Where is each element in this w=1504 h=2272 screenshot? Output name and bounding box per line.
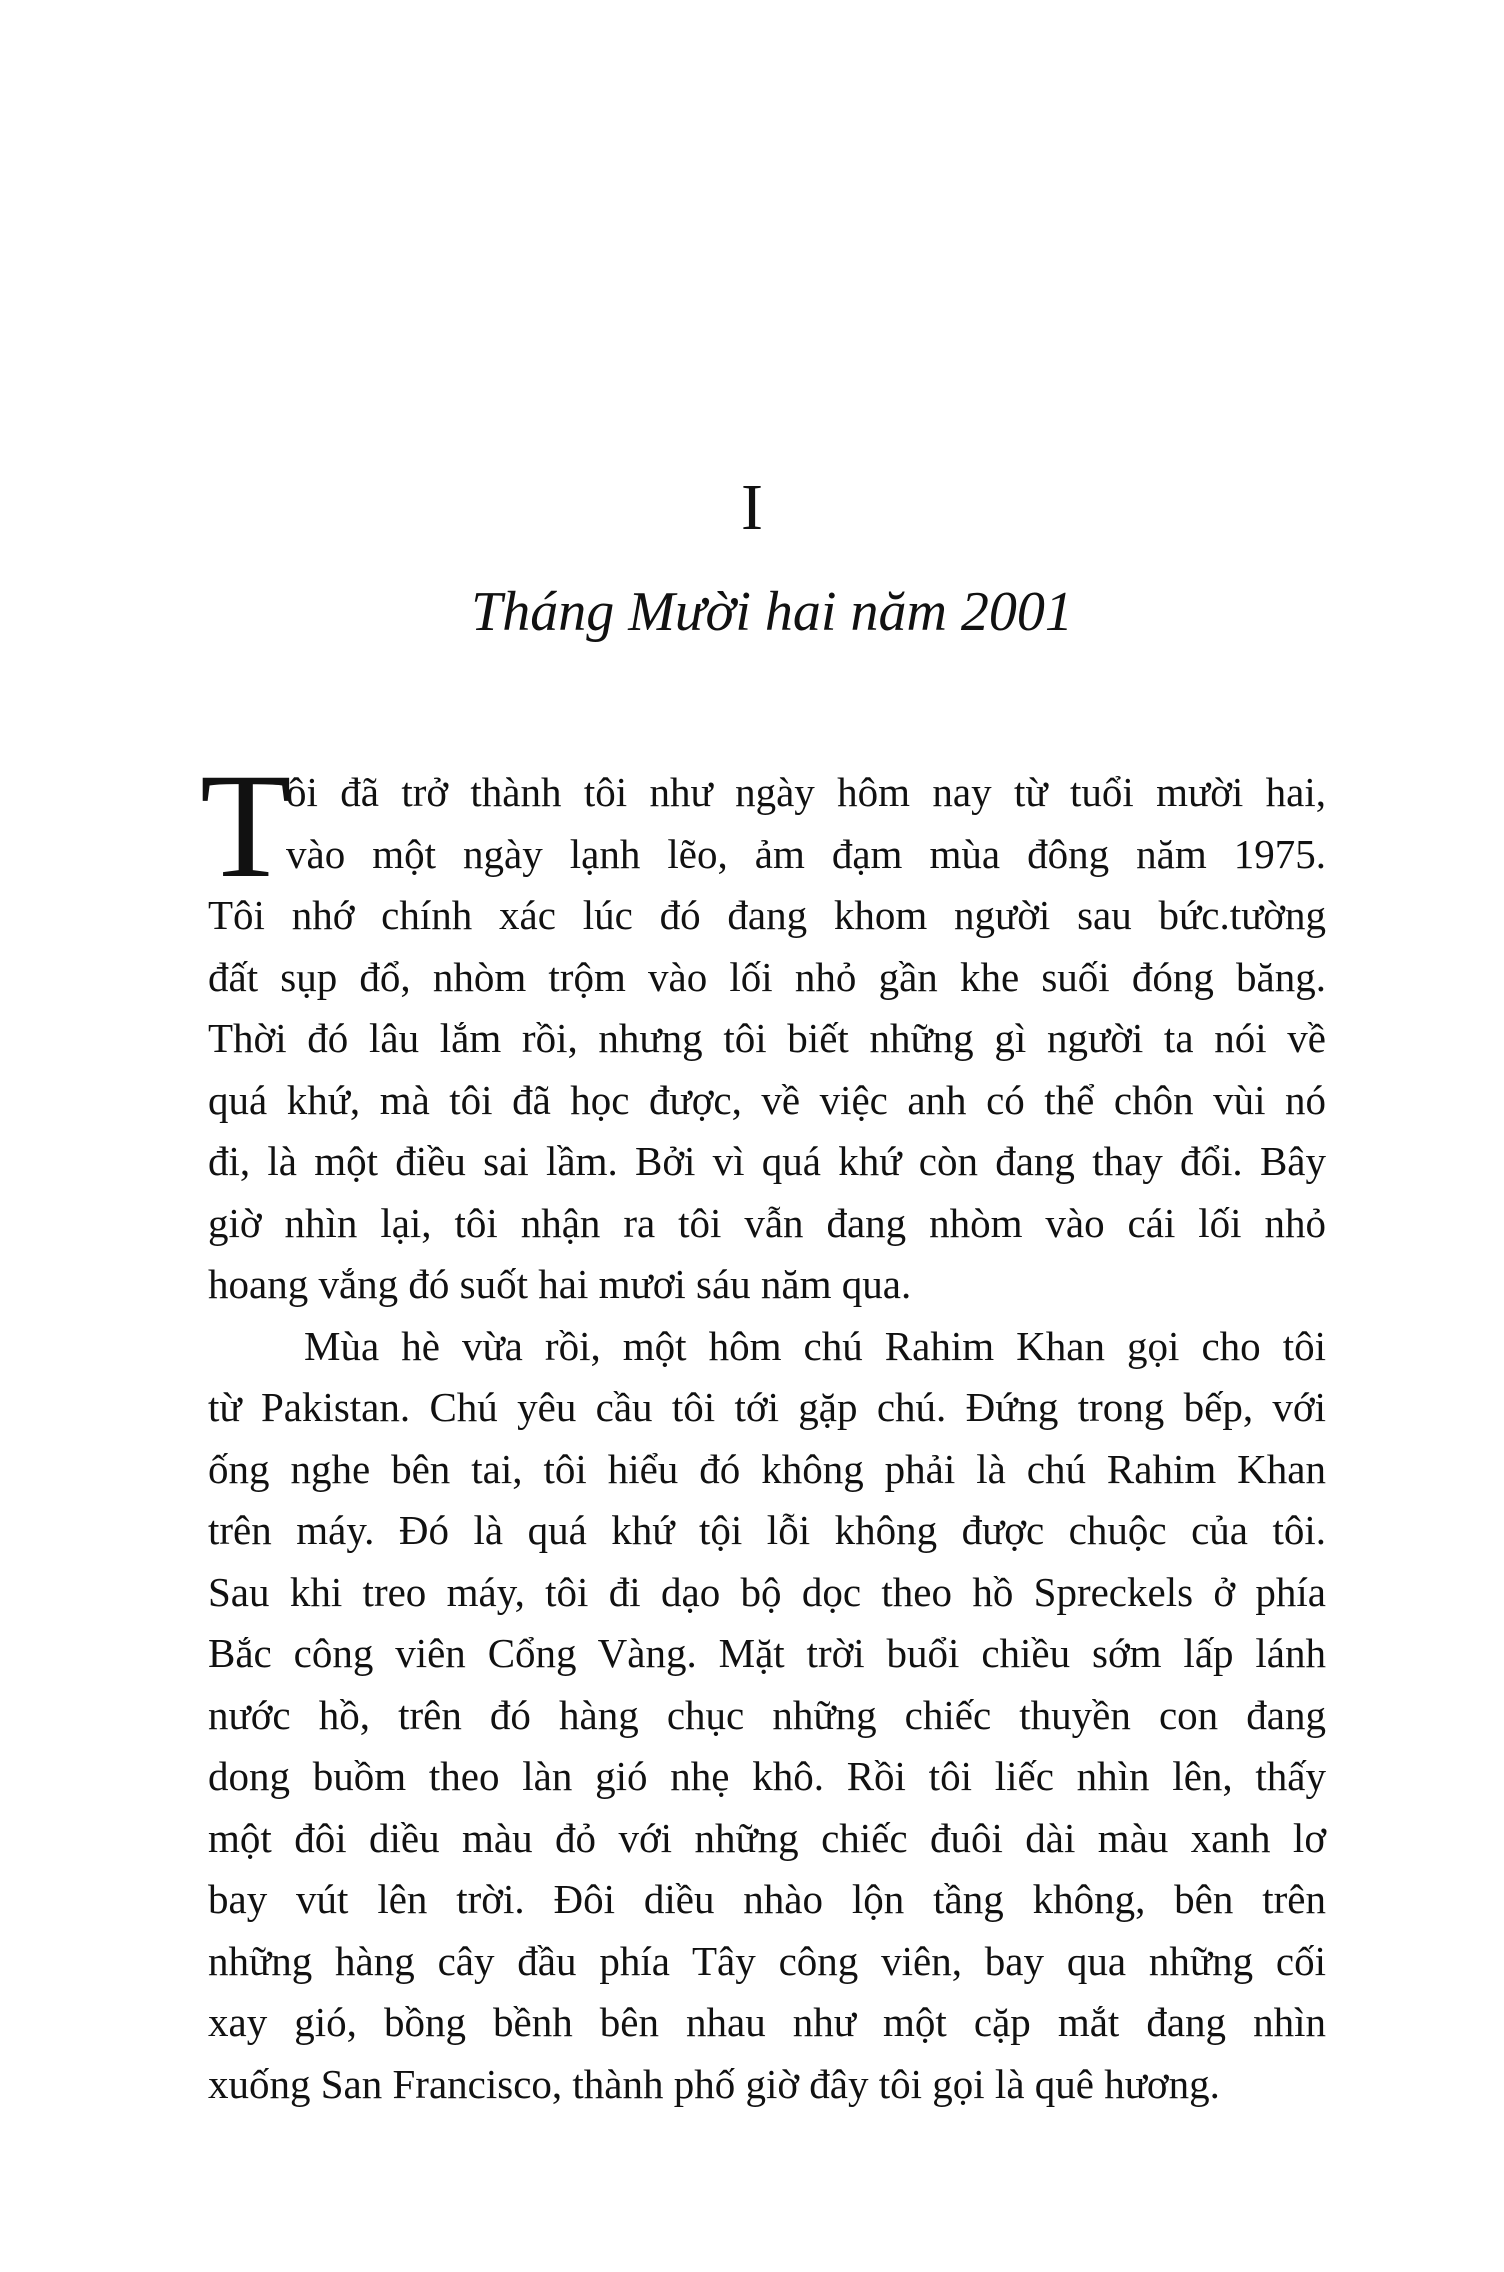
text-line — [208, 1562, 1326, 1624]
text-line-content: Sau khi treo máy, tôi đi dạo bộ dọc theo hồ Spreckels ở phía — [208, 1568, 1326, 1615]
text-line — [208, 1746, 1326, 1808]
text-line — [208, 1070, 1326, 1132]
text-line-content: Thời đó lâu lắm rồi, nhưng tôi biết những gì người ta nói về — [208, 1015, 1326, 1061]
body-text — [208, 762, 1326, 2115]
text-line — [208, 1623, 1326, 1685]
text-line-content: đi, là một điều sai lầm. Bởi vì quá khứ còn đang thay đổi. Bây — [208, 1138, 1326, 1184]
text-line-content: vào một ngày lạnh lẽo, ảm đạm mùa đông năm 1975. — [286, 830, 1326, 877]
text-line-content: ôi đã trở thành tôi như ngày hôm nay từ tuổi mười hai, — [286, 769, 1326, 815]
text-line-content: Tôi nhớ chính xác lúc đó đang khom người sau bức.tường — [208, 892, 1326, 938]
text-line-content: nước hồ, trên đó hàng chục những chiếc thuyền con đang — [208, 1691, 1326, 1738]
text-line-content: giờ nhìn lại, tôi nhận ra tôi vẫn đang nhòm vào cái lối nhỏ — [208, 1199, 1326, 1246]
text-line — [208, 1377, 1326, 1439]
text-line-content: quá khứ, mà tôi đã học được, về việc anh có thể chôn vùi nó — [208, 1076, 1326, 1123]
text-line — [208, 1008, 1326, 1070]
text-line — [208, 947, 1326, 1009]
text-line — [208, 1685, 1326, 1747]
text-line — [208, 1316, 1326, 1378]
chapter-title: Tháng Mười hai năm 2001 — [471, 581, 1073, 643]
text-line-content: dong buồm theo làn gió nhẹ khô. Rồi tôi liếc nhìn lên, thấy — [208, 1753, 1326, 1799]
text-line — [208, 1992, 1326, 2054]
text-line — [208, 1254, 1326, 1316]
text-line-content: hoang vắng đó suốt hai mươi sáu năm qua. — [208, 1261, 912, 1307]
text-line-content: xay gió, bồng bềnh bên nhau như một cặp mắt đang nhìn — [208, 1999, 1326, 2045]
text-line — [208, 1131, 1326, 1193]
text-line-content: ống nghe bên tai, tôi hiểu đó không phải là chú Rahim Khan — [208, 1445, 1326, 1492]
text-line-content: Bắc công viên Cổng Vàng. Mặt trời buổi chiều sớm lấp lánh — [208, 1630, 1326, 1676]
text-line — [208, 2054, 1326, 2116]
text-line — [208, 1808, 1326, 1870]
text-line-content: trên máy. Đó là quá khứ tội lỗi không được chuộc của tôi. — [208, 1507, 1326, 1553]
text-line-content: bay vút lên trời. Đôi diều nhào lộn tầng không, bên trên — [208, 1876, 1326, 1922]
text-line-content: những hàng cây đầu phía Tây công viên, bay qua những cối — [208, 1937, 1326, 1984]
text-line-content: xuống San Francisco, thành phố giờ đây tôi gọi là quê hương. — [208, 2060, 1220, 2107]
drop-cap: T — [200, 743, 292, 909]
text-line-content: từ Pakistan. Chú yêu cầu tôi tới gặp chú. Đứng trong bếp, với — [208, 1384, 1326, 1430]
text-line — [208, 1869, 1326, 1931]
text-line-content: đất sụp đổ, nhòm trộm vào lối nhỏ gần khe suối đóng băng. — [208, 953, 1326, 1000]
text-line — [208, 824, 1326, 886]
text-line — [208, 1439, 1326, 1501]
text-line — [208, 885, 1326, 947]
text-line — [208, 1931, 1326, 1993]
chapter-number: I — [741, 471, 763, 544]
text-line — [208, 762, 1326, 824]
text-line-content: Mùa hè vừa rồi, một hôm chú Rahim Khan gọi cho tôi — [304, 1322, 1326, 1369]
text-line — [208, 1193, 1326, 1255]
text-line — [208, 1500, 1326, 1562]
text-line-content: một đôi diều màu đỏ với những chiếc đuôi dài màu xanh lơ — [208, 1814, 1326, 1861]
